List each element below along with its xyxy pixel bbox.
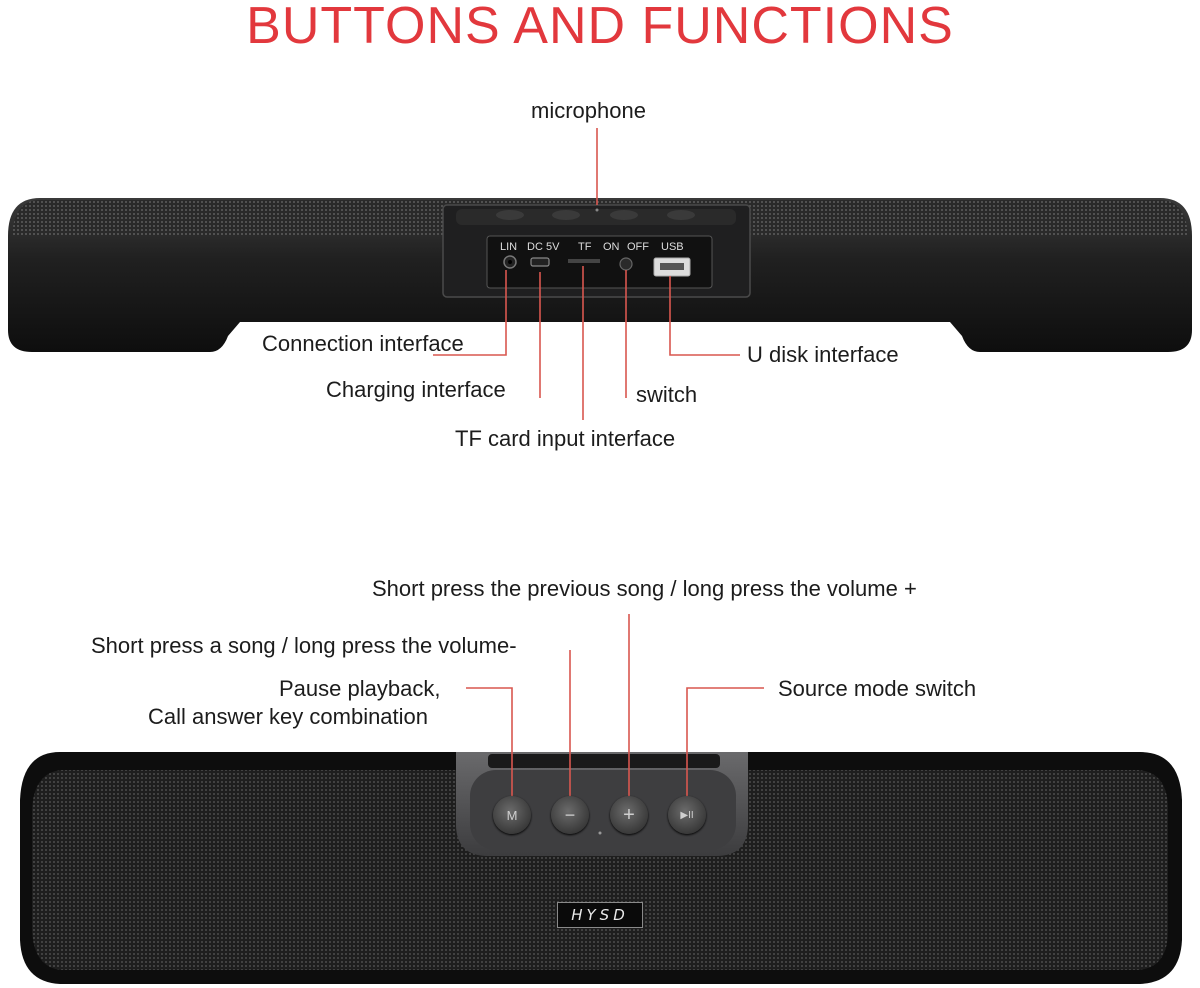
top-speaker (8, 198, 1192, 352)
port-label-usb: USB (661, 241, 684, 253)
port-label-5v: 5V (546, 241, 560, 253)
callout-previous-song: Short press the previous song / long press the volume + (372, 576, 917, 601)
bottom-speaker (20, 752, 1182, 984)
minus-icon: − (564, 804, 576, 825)
callout-pause-line2: Call answer key combination (148, 704, 429, 729)
callout-source-mode: Source mode switch (778, 676, 977, 701)
mode-button[interactable] (493, 796, 531, 834)
brand-logo (557, 902, 643, 928)
callout-connection-interface: Connection interface (262, 331, 464, 356)
plus-button[interactable] (610, 796, 648, 834)
callout-tf-card-interface: TF card input interface (455, 426, 676, 451)
plus-icon: + (623, 803, 635, 826)
callout-next-song: Short press a song / long press the volume- (91, 633, 517, 658)
minus-button[interactable] (551, 796, 589, 834)
mode-icon: M (506, 807, 518, 823)
port-label-off: OFF (627, 241, 649, 253)
page-title: BUTTONS AND FUNCTIONS (246, 0, 954, 55)
play-pause-button[interactable] (668, 796, 706, 834)
callout-pause-line1: Pause playback, (279, 676, 441, 701)
brand-logo-text: HYSD (571, 906, 629, 924)
callout-charging-interface: Charging interface (326, 377, 506, 402)
port-label-tf: TF (578, 241, 592, 253)
callout-switch: switch (636, 382, 698, 407)
callout-u-disk-interface: U disk interface (747, 342, 899, 367)
play-pause-icon: ▶II (680, 809, 694, 821)
port-label-dc: DC (527, 241, 543, 253)
port-label-on: ON (603, 241, 620, 253)
port-label-lin: LIN (500, 241, 518, 253)
callout-microphone: microphone (531, 98, 646, 123)
